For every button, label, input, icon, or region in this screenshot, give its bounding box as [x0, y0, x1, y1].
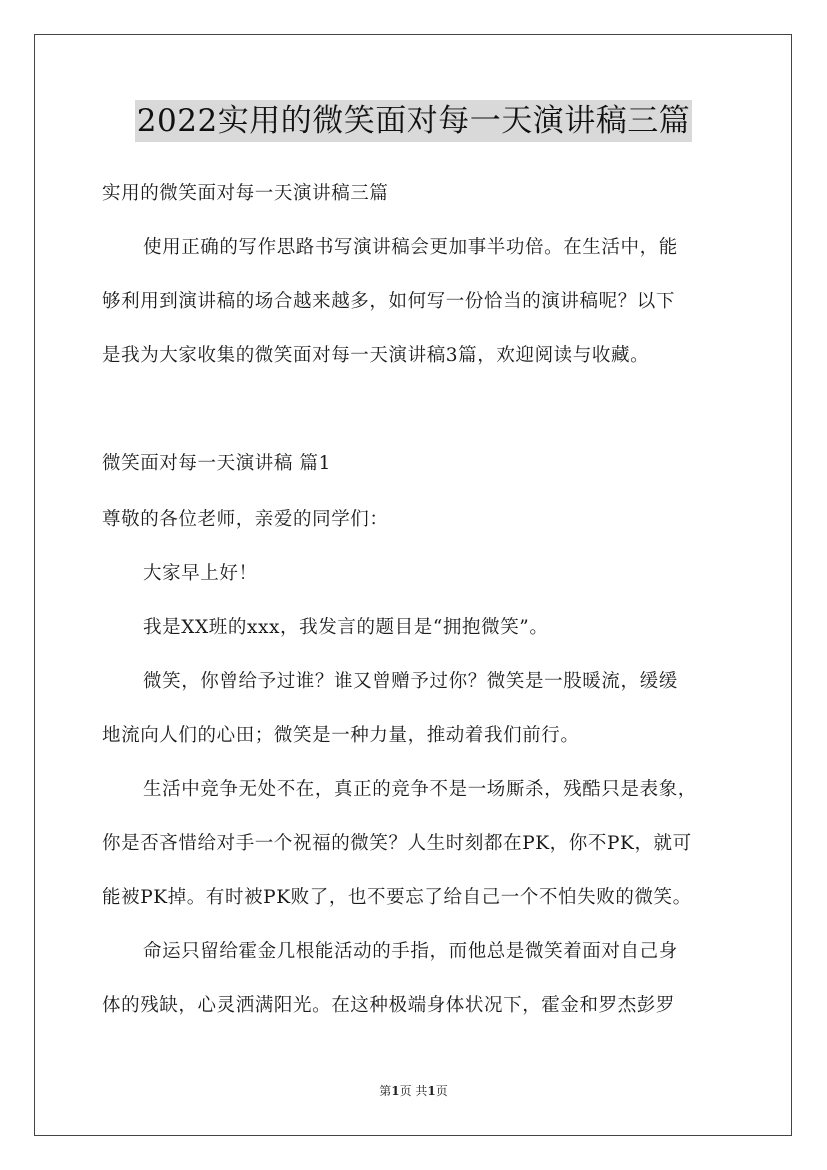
- greeting-line: 大家早上好！: [143, 563, 258, 584]
- footer-page-total: 1: [427, 1084, 436, 1098]
- paragraph-line: 我是XX班的xxx，我发言的题目是“拥抱微笑”。: [143, 617, 549, 638]
- paragraph-line: 微笑，你曾给予过谁？谁又曾赠予过你？微笑是一股暖流，缓缓: [143, 671, 678, 692]
- page-footer: [0, 1083, 827, 1099]
- document-title: 2022实用的微笑面对每一天演讲稿三篇: [135, 100, 692, 142]
- footer-page-mid: 页 共: [399, 1084, 428, 1098]
- paragraph-line: 能被PK掉。有时被PK败了，也不要忘了给自己一个不怕失败的微笑。: [102, 887, 692, 908]
- paragraph-line: 使用正确的写作思路书写演讲稿会更加事半功倍。在生活中，能: [143, 237, 678, 258]
- paragraph-line: 够利用到演讲稿的场合越来越多，如何写一份恰当的演讲稿呢？以下: [102, 291, 676, 312]
- title-container: [0, 100, 827, 142]
- paragraph-line: 你是否吝惜给对手一个祝福的微笑？人生时刻都在PK，你不PK，就可: [102, 833, 692, 854]
- footer-page-prefix: 第: [379, 1084, 392, 1098]
- salutation-line: 尊敬的各位老师，亲爱的同学们：: [102, 509, 389, 530]
- footer-page-current: 1: [391, 1084, 400, 1098]
- paragraph-line: 生活中竞争无处不在，真正的竞争不是一场厮杀，残酷只是表象，: [143, 779, 697, 800]
- paragraph-line: 地流向人们的心田；微笑是一种力量，推动着我们前行。: [102, 725, 580, 746]
- paragraph-line: 体的残缺，心灵洒满阳光。在这种极端身体状况下，霍金和罗杰彭罗: [102, 995, 676, 1016]
- paragraph-line: 命运只留给霍金几根能活动的手指，而他总是微笑着面对自己身: [143, 941, 678, 962]
- subtitle-line: 实用的微笑面对每一天演讲稿三篇: [102, 183, 389, 204]
- footer-page-suffix: 页: [435, 1084, 448, 1098]
- paragraph-line: 是我为大家收集的微笑面对每一天演讲稿3篇，欢迎阅读与收藏。: [102, 345, 650, 366]
- section-heading: 微笑面对每一天演讲稿 篇1: [102, 453, 331, 474]
